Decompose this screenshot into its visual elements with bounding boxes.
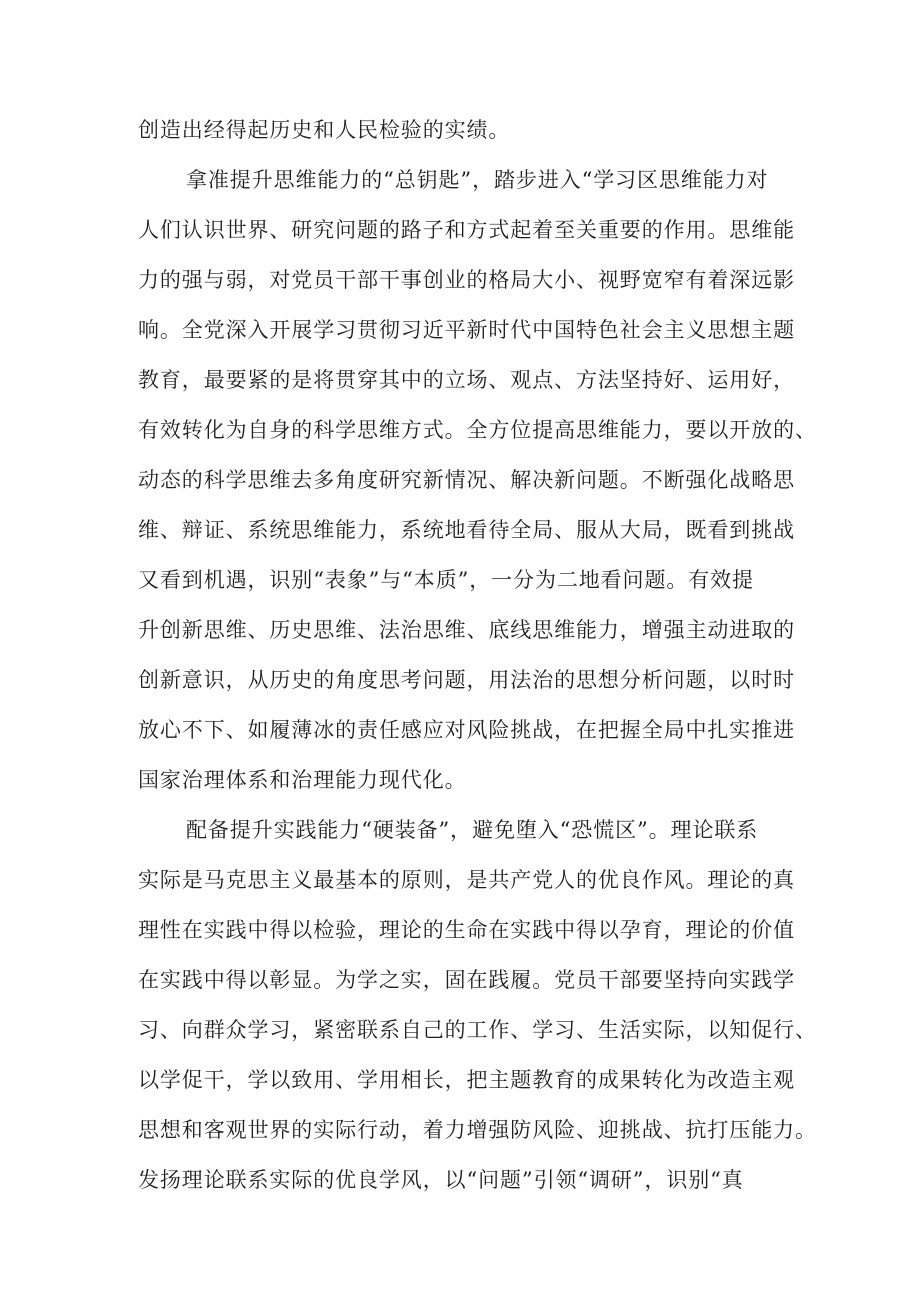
text-line: 创新意识，从历史的角度思考问题，用法治的思想分析问题，以时时 (138, 668, 795, 692)
text-line: 动态的科学思维去多角度研究新情况、解决新问题。不断强化战略思 (138, 468, 795, 492)
text-line: 思想和客观世界的实际行动，着力增强防风险、迎挑战、抗打压能力。 (138, 1118, 817, 1142)
text-line: 创造出经得起历史和人民检验的实绩。 (138, 118, 511, 142)
text-line: 有效转化为自身的科学思维方式。全方位提高思维能力，要以开放的、 (138, 418, 817, 442)
text-line: 升创新思维、历史思维、法治思维、底线思维能力，增强主动进取的 (138, 618, 795, 642)
text-line: 放心不下、如履薄冰的责任感应对风险挑战，在把握全局中扎实推进 (138, 718, 795, 742)
text-line: 在实践中得以彰显。为学之实，固在践履。党员干部要坚持向实践学 (138, 968, 795, 992)
text-line: 力的强与弱，对党员干部干事创业的格局大小、视野宽窄有着深远影 (138, 268, 795, 292)
text-line: 理性在实践中得以检验，理论的生命在实践中得以孕育，理论的价值 (138, 918, 795, 942)
text-line: 人们认识世界、研究问题的路子和方式起着至关重要的作用。思维能 (138, 218, 795, 242)
paragraph-first-line: 配备提升实践能力“硬装备”，避免堕入“恐慌区”。理论联系 (186, 818, 759, 842)
text-line: 维、辩证、系统思维能力，系统地看待全局、服从大局，既看到挑战 (138, 518, 795, 542)
text-line: 以学促干，学以致用、学用相长，把主题教育的成果转化为改造主观 (138, 1068, 795, 1092)
text-line: 响。全党深入开展学习贯彻习近平新时代中国特色社会主义思想主题 (138, 318, 795, 342)
text-line: 习、向群众学习，紧密联系自己的工作、学习、生活实际，以知促行、 (138, 1018, 817, 1042)
text-line: 教育，最要紧的是将贯穿其中的立场、观点、方法坚持好、运用好， (138, 368, 795, 392)
paragraph-first-line: 拿准提升思维能力的“总钥匙”，踏步进入“学习区思维能力对 (186, 168, 769, 192)
text-line: 发扬理论联系实际的优良学风，以“问题”引领“调研”，识别“真 (138, 1168, 744, 1192)
text-line: 又看到机遇，识别“表象”与“本质”，一分为二地看问题。有效提 (138, 568, 754, 592)
text-line: 实际是马克思主义最基本的原则，是共产党人的优良作风。理论的真 (138, 868, 795, 892)
text-line: 国家治理体系和治理能力现代化。 (138, 768, 467, 792)
